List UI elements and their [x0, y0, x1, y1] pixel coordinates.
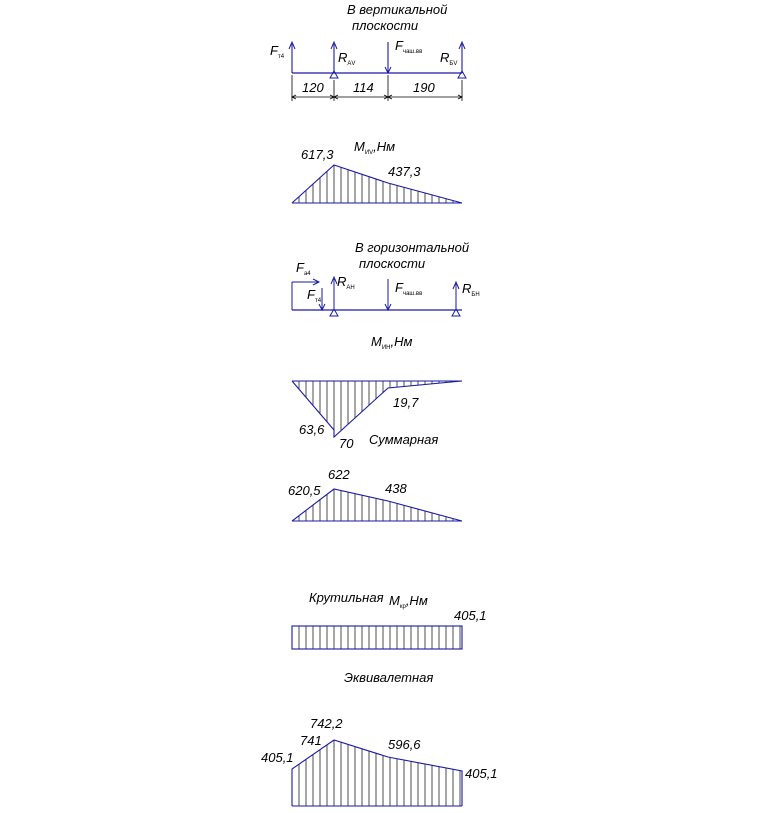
miv-diagram — [292, 165, 462, 203]
fchash-label-vertical: $F_{чаш.вв}$ — [395, 38, 423, 55]
rav-label: $R_{АV}$ — [338, 50, 356, 67]
total-value-620: 620,5 — [288, 483, 321, 498]
rbh-label: $R_{БН}$ — [462, 281, 480, 298]
dim-190: 190 — [413, 80, 435, 95]
total-value-622: 622 — [328, 467, 350, 482]
fa4-label: $F_{а4}$ — [296, 260, 311, 277]
horizontal-plane-section — [292, 240, 480, 451]
eq-value-596: 596,6 — [388, 737, 421, 752]
horizontal-title-line2: плоскости — [359, 256, 426, 271]
eq-value-405-right: 405,1 — [465, 766, 498, 781]
total-title: Суммарная — [369, 432, 439, 447]
total-value-438: 438 — [385, 481, 407, 496]
ft4-label: $F_{т4}$ — [270, 43, 285, 60]
miv-label: $M_{ИV},Нм$ — [354, 139, 396, 156]
eq-value-405-left: 405,1 — [261, 750, 294, 765]
dim-120: 120 — [302, 80, 324, 95]
miv-value-617: 617,3 — [301, 147, 334, 162]
equivalent-diagram — [292, 740, 462, 806]
mkr-label: $M_{кр},Нм$ — [389, 593, 428, 610]
vertical-plane-section — [270, 2, 466, 203]
rbv-label: $R_{БV}$ — [440, 50, 458, 67]
torsion-value: 405,1 — [454, 608, 487, 623]
dim-114: 114 — [353, 80, 374, 95]
mih-value-70: 70 — [339, 436, 354, 451]
eq-value-742: 742,2 — [310, 716, 343, 731]
equivalent-title: Эквивалетная — [344, 670, 434, 685]
mih-value-63: 63,6 — [299, 422, 325, 437]
miv-value-437: 437,3 — [388, 164, 421, 179]
rah-label: $R_{АН}$ — [337, 274, 355, 291]
horizontal-title-line1: В горизонтальной — [355, 240, 470, 255]
eq-value-741: 741 — [300, 733, 322, 748]
vertical-title-line1: В вертикальной — [347, 2, 448, 17]
torsion-diagram — [292, 626, 462, 649]
mih-label: $M_{ИН},Нм$ — [371, 334, 413, 351]
torsion-title: Крутильная — [309, 590, 384, 605]
mih-value-19: 19,7 — [393, 395, 419, 410]
total-section — [288, 432, 462, 521]
vertical-title-line2: плоскости — [352, 18, 419, 33]
torsion-section — [292, 590, 487, 649]
ft4h-label: $F_{т4}$ — [307, 287, 322, 304]
fchash-label-horizontal: $F_{чаш.вв}$ — [395, 280, 423, 297]
equivalent-section — [261, 670, 498, 806]
